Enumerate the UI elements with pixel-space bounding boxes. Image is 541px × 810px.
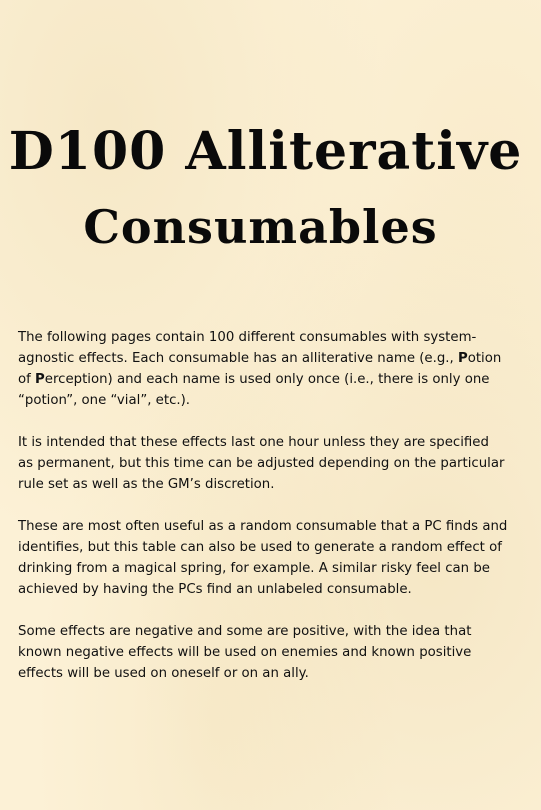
intro-p1-text-d: erception) and each name is used only once (i.e., there is only one “potion”, one “vial”, etc.). [18, 372, 490, 408]
intro-p1-text-c: otion of [18, 351, 502, 387]
intro-p1-bold-p-2: P [35, 372, 45, 387]
intro-paragraph-3: These are most often useful as a random consumable that a PC finds and identifies, but this table can also be used to generate a random effect of drinking from a magical spring, for example. A similar risky feel can be achieved by having the PCs find an unlabeled consumable. [18, 519, 508, 597]
intro-paragraph-1 [18, 327, 508, 411]
page-title [0, 121, 541, 257]
title-line-1: D100 Alliterative [8, 121, 523, 183]
intro-paragraph-4: Some effects are negative and some are positive, with the idea that known negative effects will be used on enemies and known positive effects will be used on oneself or on an ally. [18, 624, 472, 681]
intro-paragraph-2: It is intended that these effects last one hour unless they are specified as permanent, but this time can be adjusted depending on the particular rule set as well as the GM’s discretion. [18, 435, 505, 492]
intro-p1-text-a: The following pages contain 100 different consumables with system-agnostic effects. Each consumable has an alliterative name (e.g., [18, 330, 477, 366]
title-line-2: Consumables [83, 200, 438, 255]
intro-p1-bold-p-1: P [457, 351, 468, 366]
intro-text [18, 327, 508, 705]
